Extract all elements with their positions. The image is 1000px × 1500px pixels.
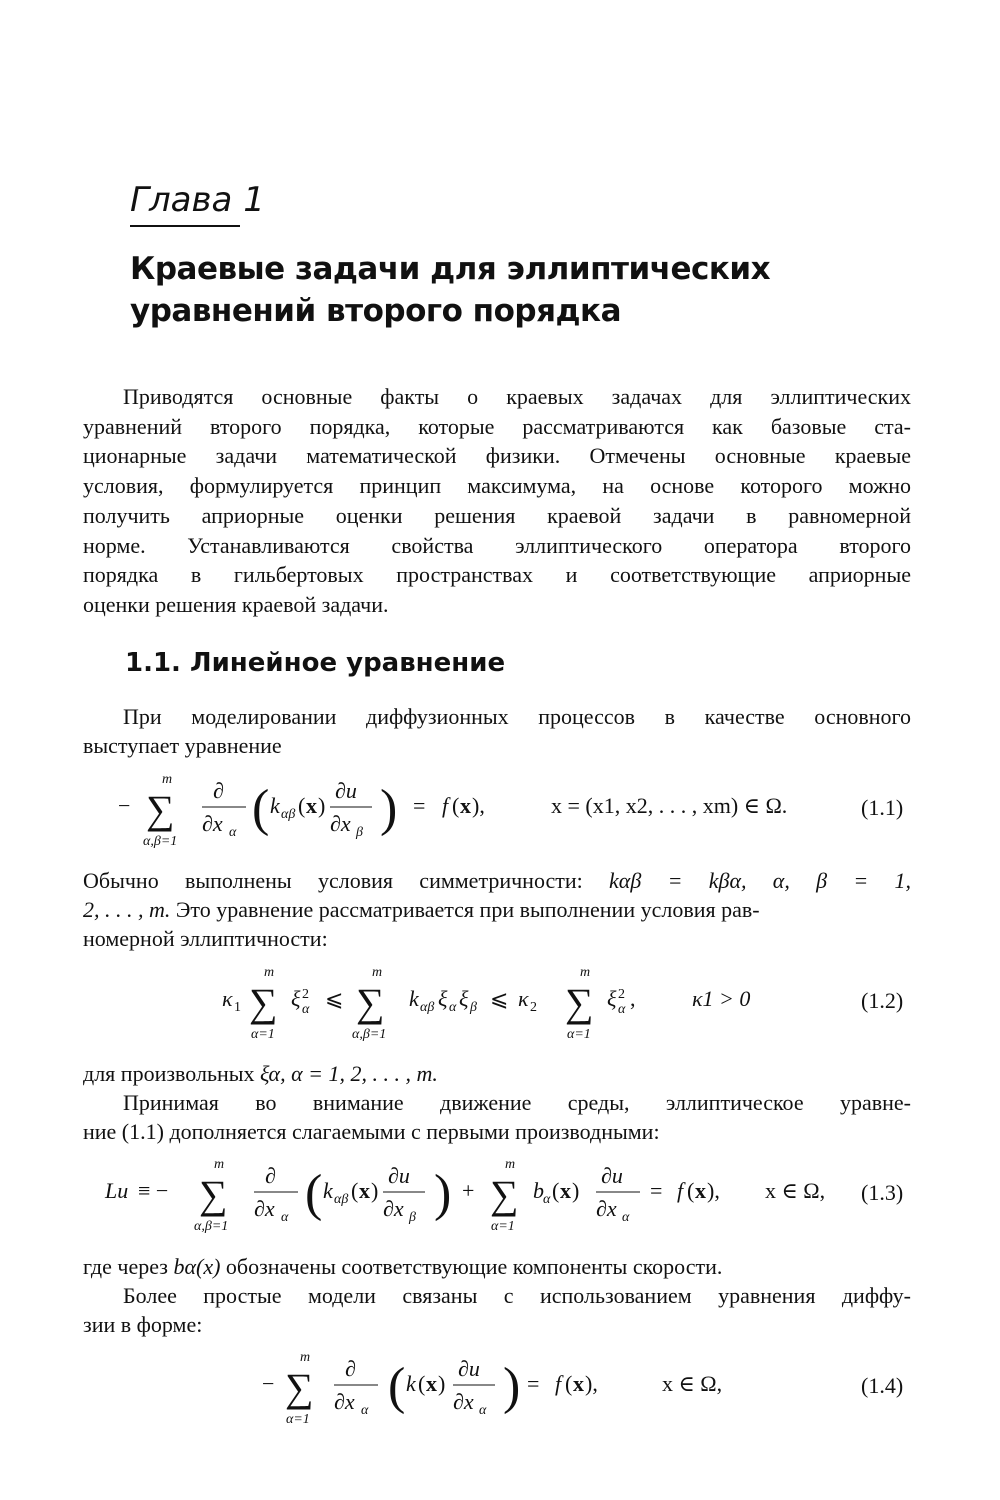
svg-text:m: m	[300, 1350, 311, 1365]
chapter-underline	[130, 225, 240, 227]
svg-text:),: ),	[585, 1371, 598, 1396]
svg-text:Lu: Lu	[105, 1178, 129, 1203]
svg-text:κ: κ	[222, 986, 233, 1011]
svg-text:β: β	[409, 1210, 416, 1225]
svg-text:α,β=1: α,β=1	[194, 1219, 229, 1234]
svg-text:(: (	[252, 780, 270, 837]
eq-1-3-rhs: x ∈ Ω,	[765, 1178, 826, 1203]
equation-1-4-formula	[0, 1343, 1000, 1435]
svg-text:κ: κ	[518, 986, 529, 1011]
svg-text:∂x: ∂x	[596, 1196, 617, 1221]
svg-text:∑: ∑	[249, 980, 278, 1025]
svg-text:): )	[503, 1358, 521, 1415]
equation-1-2	[0, 958, 1000, 1048]
svg-text:(: (	[552, 1178, 560, 1203]
abstract-line: получить априорные оценки решения краевой задачи в равномерной	[83, 502, 911, 528]
svg-text:(: (	[418, 1371, 426, 1396]
chapter-title-line: Краевые задачи для эллиптических	[130, 251, 771, 287]
paragraph-line	[83, 1059, 911, 1089]
paragraph-line: зии в форме:	[83, 1312, 203, 1337]
svg-text:): )	[438, 1371, 446, 1396]
svg-text:x: x	[306, 793, 317, 818]
svg-text:k: k	[406, 1371, 416, 1396]
svg-text:ξ: ξ	[459, 986, 469, 1011]
abstract-line: оценки решения краевой задачи.	[83, 591, 389, 617]
arbitrary-text: для произвольных	[83, 1061, 261, 1086]
equation-1-2-formula	[0, 958, 1000, 1048]
equation-number: (1.4)	[861, 1373, 904, 1398]
symmetry-math: 2, . . . , m.	[83, 897, 171, 922]
svg-text:−: −	[262, 1371, 275, 1396]
equation-1-1	[0, 765, 1000, 855]
abstract-line: Приводятся основные факты о краевых задачах для эллиптических	[123, 384, 911, 409]
svg-text:k: k	[270, 793, 280, 818]
svg-text:): )	[371, 1178, 379, 1203]
paragraph-line: ние (1.1) дополняется слагаемыми с первыми производными:	[83, 1119, 660, 1144]
svg-text:αβ: αβ	[334, 1192, 349, 1207]
paragraph-line: Более простые модели связаны с использованием уравнения диффу-	[123, 1283, 911, 1308]
svg-text:(: (	[565, 1371, 573, 1396]
svg-text:): )	[380, 780, 398, 837]
svg-text:2: 2	[530, 1000, 537, 1015]
svg-text:1: 1	[234, 1000, 241, 1015]
eq-1-1-rhs: x = (x1, x2, . . . , xm) ∈ Ω.	[551, 793, 788, 818]
arbitrary-math: ξα, α = 1, 2, . . . , m.	[260, 1061, 438, 1086]
paragraph-line: номерной эллиптичности:	[83, 926, 328, 951]
svg-text:∂x: ∂x	[330, 811, 351, 836]
svg-text:α: α	[281, 1210, 289, 1225]
chapter-abstract	[83, 382, 911, 620]
svg-text:(: (	[298, 793, 306, 818]
svg-text:α=1: α=1	[491, 1219, 515, 1234]
svg-text:x: x	[426, 1371, 437, 1396]
svg-text:ξ: ξ	[438, 986, 448, 1011]
svg-text:f: f	[442, 793, 449, 818]
svg-text:(: (	[687, 1178, 695, 1203]
svg-text:m: m	[162, 772, 173, 787]
svg-text:αβ: αβ	[281, 807, 296, 822]
svg-text:(: (	[452, 793, 460, 818]
svg-text:∑: ∑	[565, 980, 594, 1025]
svg-text:α: α	[543, 1192, 551, 1207]
svg-text:(: (	[305, 1165, 323, 1222]
svg-text:α=1: α=1	[567, 1027, 591, 1042]
svg-text:α: α	[361, 1403, 369, 1418]
svg-text:f: f	[677, 1178, 684, 1203]
equation-1-4	[0, 1343, 1000, 1435]
paragraph-line	[83, 895, 911, 925]
velocity-text: где через	[83, 1254, 174, 1279]
svg-text:): )	[434, 1165, 452, 1222]
svg-text:⩽: ⩽	[490, 986, 509, 1011]
svg-text:),: ),	[472, 793, 485, 818]
svg-text:∂x: ∂x	[383, 1196, 404, 1221]
svg-text:α: α	[449, 1000, 457, 1015]
svg-text:α: α	[618, 1002, 626, 1017]
chapter-title-line: уравнений второго порядка	[130, 293, 621, 329]
svg-text:β: β	[356, 825, 363, 840]
svg-text:−: −	[118, 793, 131, 818]
svg-text:m: m	[372, 965, 383, 980]
svg-text:∂x: ∂x	[334, 1389, 355, 1414]
svg-text:≡ −: ≡ −	[138, 1178, 169, 1203]
svg-text:(: (	[351, 1178, 359, 1203]
abstract-line: норме. Устанавливаются свойства эллиптического оператора второго	[83, 532, 911, 558]
svg-text:x: x	[560, 1178, 571, 1203]
abstract-line: уравнений второго порядка, которые рассматриваются как базовые ста-	[83, 413, 911, 439]
svg-text:k: k	[409, 986, 419, 1011]
svg-text:=: =	[413, 793, 426, 818]
svg-text:∂: ∂	[265, 1163, 276, 1188]
section-heading: 1.1. Линейное уравнение	[125, 648, 506, 678]
symmetry-text: Обычно выполнены условия симметричности:	[83, 868, 610, 893]
equation-1-3	[0, 1150, 1000, 1242]
svg-text:α,β=1: α,β=1	[352, 1027, 387, 1042]
svg-text:2: 2	[618, 987, 625, 1002]
svg-text:f: f	[555, 1371, 562, 1396]
paragraph-line: выступает уравнение	[83, 733, 282, 758]
paragraph-line	[83, 866, 911, 896]
svg-text:∑: ∑	[285, 1365, 314, 1410]
equation-number: (1.3)	[861, 1180, 904, 1205]
svg-text:αβ: αβ	[420, 1000, 435, 1015]
svg-text:α: α	[302, 1002, 310, 1017]
svg-text:∑: ∑	[490, 1172, 519, 1217]
svg-text:=: =	[650, 1178, 663, 1203]
svg-text:x: x	[695, 1178, 706, 1203]
abstract-line: условия, формулируется принцип максимума, на основе которого можно	[83, 473, 911, 499]
svg-text:∑: ∑	[356, 980, 385, 1025]
svg-text:∂u: ∂u	[388, 1163, 410, 1188]
svg-text:α: α	[622, 1210, 630, 1225]
svg-text:⩽: ⩽	[325, 986, 344, 1011]
svg-text:(: (	[388, 1358, 406, 1415]
velocity-math: bα(x)	[173, 1254, 221, 1279]
svg-text:α=1: α=1	[251, 1027, 275, 1042]
svg-text:ξ: ξ	[291, 986, 301, 1011]
svg-text:=: =	[527, 1371, 540, 1396]
eq-1-4-rhs: x ∈ Ω,	[662, 1371, 723, 1396]
chapter-title	[130, 248, 910, 332]
eq-1-2-cond: κ1 > 0	[692, 986, 751, 1011]
equation-number: (1.2)	[861, 988, 904, 1013]
svg-text:+: +	[462, 1178, 475, 1203]
svg-text:∂u: ∂u	[335, 778, 357, 803]
svg-text:α,β=1: α,β=1	[143, 834, 178, 849]
svg-text:x: x	[359, 1178, 370, 1203]
paragraph-line: Принимая во внимание движение среды, эллиптическое уравне-	[123, 1090, 911, 1115]
svg-text:k: k	[323, 1178, 333, 1203]
svg-text:∂x: ∂x	[202, 811, 223, 836]
svg-text:2: 2	[302, 987, 309, 1002]
svg-text:): )	[572, 1178, 580, 1203]
svg-text:b: b	[533, 1178, 544, 1203]
svg-text:x: x	[460, 793, 471, 818]
equation-1-1-formula	[0, 765, 1000, 855]
paragraph-line	[83, 1252, 911, 1282]
symmetry-text: Это уравнение рассматривается при выполнении условия рав-	[170, 897, 760, 922]
abstract-line: ционарные задачи математической физики. Отмечены основные краевые	[83, 443, 911, 469]
svg-text:m: m	[264, 965, 275, 980]
svg-text:∑: ∑	[199, 1172, 228, 1217]
svg-text:∂u: ∂u	[601, 1163, 623, 1188]
svg-text:x: x	[573, 1371, 584, 1396]
svg-text:): )	[318, 793, 326, 818]
symmetry-math: kαβ = kβα, α, β = 1,	[609, 868, 911, 893]
svg-text:α=1: α=1	[286, 1412, 310, 1427]
svg-text:∂x: ∂x	[254, 1196, 275, 1221]
svg-text:∑: ∑	[146, 787, 175, 832]
svg-text:β: β	[470, 1000, 477, 1015]
velocity-text: обозначены соответствующие компоненты скорости.	[220, 1254, 723, 1279]
paragraph-line: При моделировании диффузионных процессов в качестве основного	[123, 704, 911, 729]
svg-text:,: ,	[630, 986, 636, 1011]
chapter-label: Глава 1	[130, 180, 265, 220]
svg-text:α: α	[229, 825, 237, 840]
svg-text:m: m	[580, 965, 591, 980]
equation-1-3-formula	[0, 1150, 1000, 1242]
svg-text:∂u: ∂u	[458, 1356, 480, 1381]
abstract-line: порядка в гильбертовых пространствах и соответствующие априорные	[83, 562, 911, 588]
svg-text:∂x: ∂x	[453, 1389, 474, 1414]
svg-text:m: m	[505, 1157, 516, 1172]
svg-text:∂: ∂	[213, 778, 224, 803]
svg-text:α: α	[479, 1403, 487, 1418]
equation-number: (1.1)	[861, 795, 904, 820]
svg-text:ξ: ξ	[607, 986, 617, 1011]
svg-text:∂: ∂	[345, 1356, 356, 1381]
svg-text:),: ),	[707, 1178, 720, 1203]
svg-text:m: m	[214, 1157, 225, 1172]
